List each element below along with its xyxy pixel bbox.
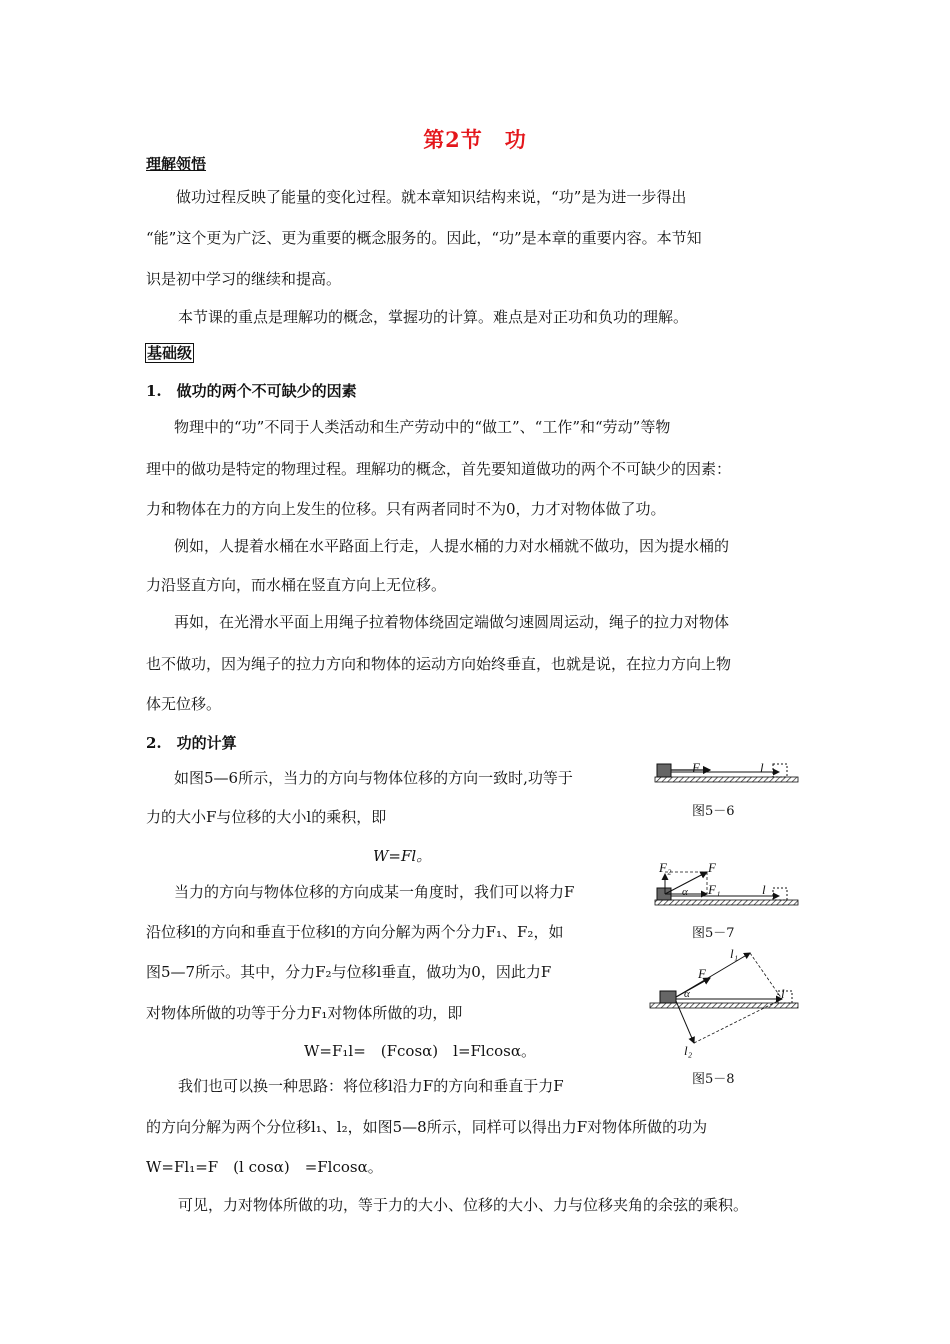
block-final-position (773, 888, 787, 900)
figure-5-7 (655, 862, 800, 912)
intro-line-1: 做功过程反映了能量的变化过程。就本章知识结构来说，“功”是为进一步得出 (176, 188, 687, 206)
label-F-fig6: F (692, 760, 700, 775)
conclusion-text: 可见，力对物体所做的功，等于力的大小、位移的大小、力与位移夹角的余弦的乘积。 (178, 1196, 749, 1214)
section-basic: 基础级 (147, 344, 193, 362)
label-l-fig6: l (760, 760, 764, 775)
block (657, 764, 671, 777)
page-title: 第2节 功 (423, 127, 527, 152)
ground-surface (650, 1003, 798, 1008)
para1-line-1: 物理中的“功”不同于人类活动和生产劳动中的“做工”、“工作”和“劳动”等物 (174, 418, 671, 436)
label-l-fig8: l (781, 986, 785, 1001)
label-F-fig8: F (698, 966, 706, 981)
formula-w-f1l: W=F₁l= (Fcosα) l=Flcosα。 (304, 1042, 536, 1060)
para4-line-2: 力的大小F与位移的大小l的乘积，即 (146, 808, 387, 826)
para5-line-3: 图5—7所示。其中，分力F₂与位移l垂直，做功为0，因此力F (146, 963, 552, 981)
label-l-fig7: l (762, 882, 766, 897)
label-alpha-fig7: α (682, 886, 688, 898)
para5-line-1: 当力的方向与物体位移的方向成某一角度时，我们可以将力F (174, 883, 575, 901)
caption-fig-5-8: 图5－8 (692, 1072, 735, 1087)
para2-line-2: 力沿竖直方向，而水桶在竖直方向上无位移。 (146, 576, 447, 594)
para6-line-2: 的方向分解为两个分位移l₁、l₂，如图5—8所示，同样可以得出力F对物体所做的功为 (146, 1118, 708, 1136)
caption-fig-5-7: 图5－7 (692, 926, 735, 941)
label-F-fig7: F (708, 860, 716, 875)
focus-text: 本节课的重点是理解功的概念，掌握功的计算。难点是对正功和负功的理解。 (178, 308, 689, 326)
para5-line-4: 对物体所做的功等于分力F₁对物体所做的功，即 (146, 1004, 463, 1022)
intro-line-3: 识是初中学习的继续和提高。 (146, 270, 342, 288)
para2-line-1: 例如，人提着水桶在水平路面上行走，人提水桶的力对水桶就不做功，因为提水桶的 (174, 537, 730, 555)
label-alpha-fig8: α (684, 988, 690, 1000)
formula-w-fl1: W=Fl₁=F (l cosα) =Flcosα。 (146, 1158, 383, 1176)
label-l2-fig8: l₂ (684, 1043, 693, 1058)
para3-line-1: 再如，在光滑水平面上用绳子拉着物体绕固定端做匀速圆周运动，绳子的拉力对物体 (174, 613, 730, 631)
label-F1-fig7: F₁ (708, 882, 721, 897)
intro-line-2: “能”这个更为广泛、更为重要的概念服务的。因此，“功”是本章的重要内容。本节知 (146, 229, 702, 247)
figure-5-6 (655, 760, 800, 790)
block (660, 991, 676, 1003)
para3-line-2: 也不做功，因为绳子的拉力方向和物体的运动方向始终垂直，也就是说，在拉力方向上物 (146, 655, 732, 673)
section-understanding: 理解领悟 (146, 155, 207, 173)
heading-calculation: 2. 功的计算 (146, 734, 237, 752)
label-l1-fig8: l₁ (730, 946, 739, 961)
para1-line-2: 理中的做功是特定的物理过程。理解功的概念，首先要知道做功的两个不可缺少的因素： (146, 460, 732, 478)
ground-surface (655, 777, 798, 782)
figure-5-8 (650, 945, 800, 1055)
para3-line-3: 体无位移。 (146, 695, 222, 713)
para5-line-2: 沿位移l的方向和垂直于位移l的方向分解为两个分力F₁、F₂，如 (146, 923, 564, 941)
label-F2-fig7: F₂ (659, 860, 672, 875)
para6-line-1: 我们也可以换一种思路：将位移l沿力F的方向和垂直于力F (178, 1077, 564, 1095)
caption-fig-5-6: 图5－6 (692, 804, 735, 819)
dashed-parallel-right (750, 953, 782, 999)
para1-line-3: 力和物体在力的方向上发生的位移。只有两者同时不为0，力才对物体做了功。 (146, 500, 666, 518)
heading-factors: 1. 做功的两个不可缺少的因素 (146, 382, 357, 400)
block-final-position (773, 764, 787, 777)
para4-line-1: 如图5—6所示，当力的方向与物体位移的方向一致时,功等于 (174, 769, 573, 787)
formula-w-fl: W=Fl。 (373, 847, 432, 865)
ground-surface (655, 900, 798, 905)
